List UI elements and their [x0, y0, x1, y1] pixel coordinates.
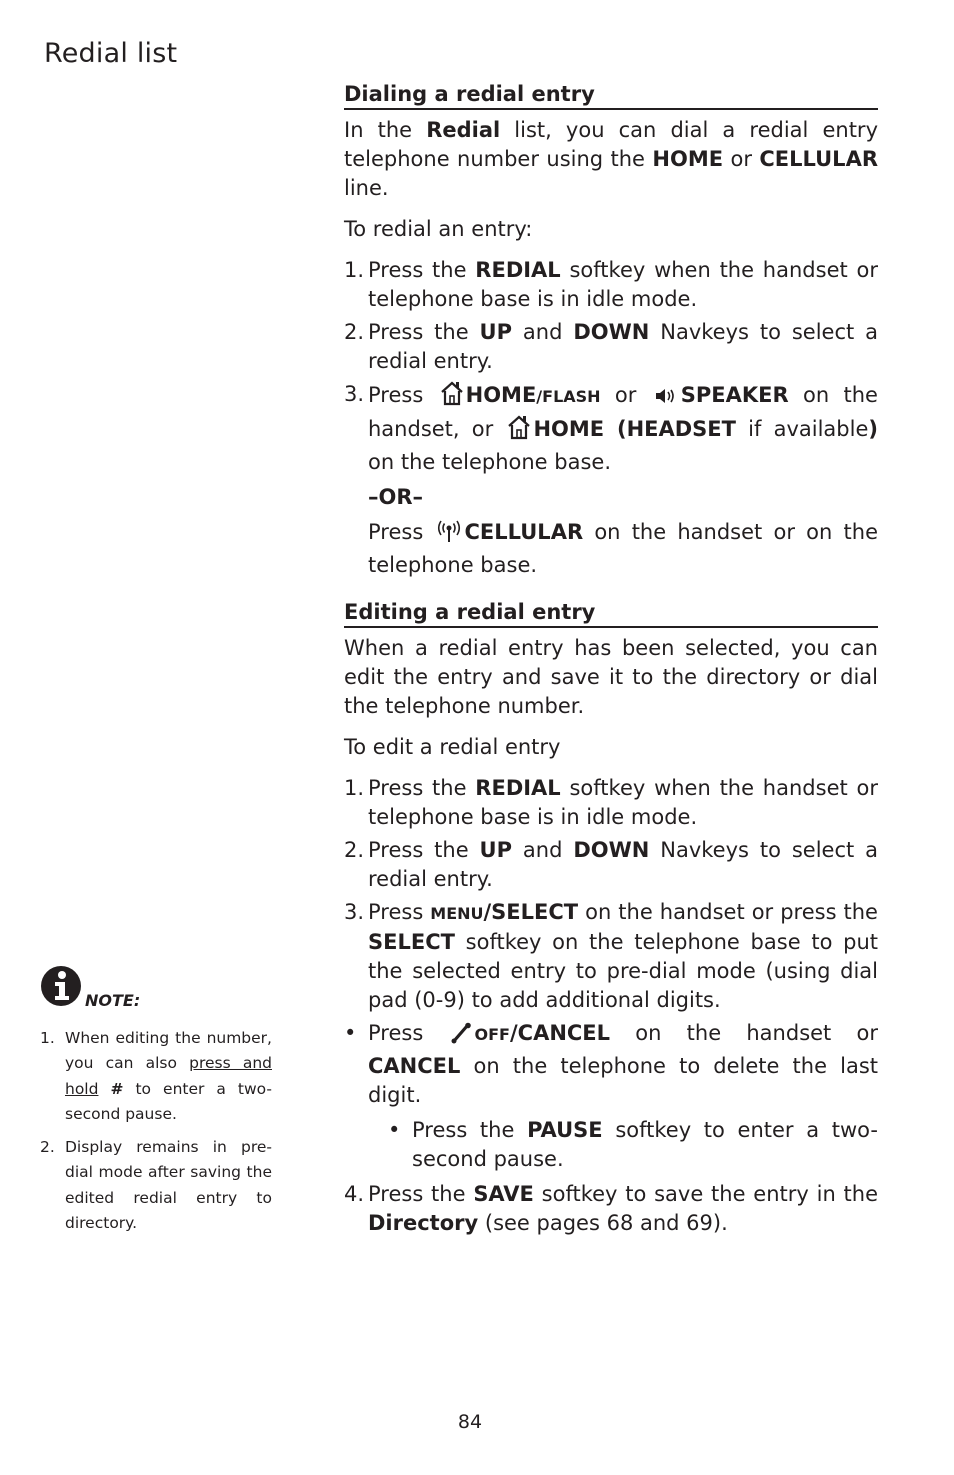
dialing-step-1: 1. Press the REDIAL softkey when the handset or telephone base is in idle mode. — [344, 258, 878, 311]
dialing-lead: To redial an entry: — [344, 217, 533, 241]
dialing-intro: In the Redial list, you can dial a redial entry telephone number using the HOME or CELLULAR line. — [344, 118, 878, 200]
dialing-step-2: 2. Press the UP and DOWN Navkeys to select a redial entry. — [344, 320, 878, 373]
editing-bullet-cancel: • Press OFF/CANCEL on the handset or CANCEL on the telephone to delete the last digit. — [344, 1021, 879, 1107]
editing-intro: When a redial entry has been selected, you can edit the entry and save it to the directory or dial the telephone number. — [344, 636, 878, 718]
or-separator: –OR– — [368, 485, 424, 509]
editing-step-2: 2. Press the UP and DOWN Navkeys to select a redial entry. — [344, 838, 878, 891]
cellular-icon — [436, 519, 462, 551]
info-icon — [40, 965, 84, 1016]
dialing-alternative: Press CELLULAR on the handset or on the telephone base. — [368, 520, 878, 577]
dialing-step-3: 3. Press HOME/FLASH or SPEAKER on the handset, or HOME (HEADSET if available) on the telephone base. — [344, 382, 878, 474]
home-icon — [507, 414, 531, 448]
speaker-icon — [653, 385, 679, 414]
note-label: NOTE: — [85, 991, 141, 1010]
home-icon — [440, 380, 464, 414]
main-column — [344, 80, 878, 1242]
editing-lead: To edit a redial entry — [344, 735, 561, 759]
section-heading-editing: Editing a redial entry — [344, 598, 878, 628]
editing-sub-bullet-pause: • Press the PAUSE softkey to enter a two-second pause. — [388, 1118, 878, 1171]
page-number: 84 — [457, 1411, 483, 1433]
editing-step-4: 4. Press the SAVE softkey to save the entry in the Directory (see pages 68 and 69). — [344, 1182, 878, 1235]
handset-off-icon — [451, 1022, 473, 1052]
note-item-1: 1. When editing the number, you can also press and hold # to enter a two-second pause. — [40, 1028, 272, 1123]
note-header — [40, 965, 272, 1016]
section-heading-dialing: Dialing a redial entry — [344, 80, 878, 110]
page-title: Redial list — [44, 38, 178, 69]
editing-step-3: 3. Press MENU/SELECT on the handset or press the SELECT softkey on the telephone base to put the selected entry to pre-dial mode (using dial pad (0-9) to add additional digits. — [344, 900, 878, 1012]
note-box — [40, 965, 272, 1244]
editing-step-1: 1. Press the REDIAL softkey when the handset or telephone base is in idle mode. — [344, 776, 878, 829]
note-item-2: 2. Display remains in pre-dial mode after saving the edited redial entry to directory. — [40, 1137, 272, 1232]
